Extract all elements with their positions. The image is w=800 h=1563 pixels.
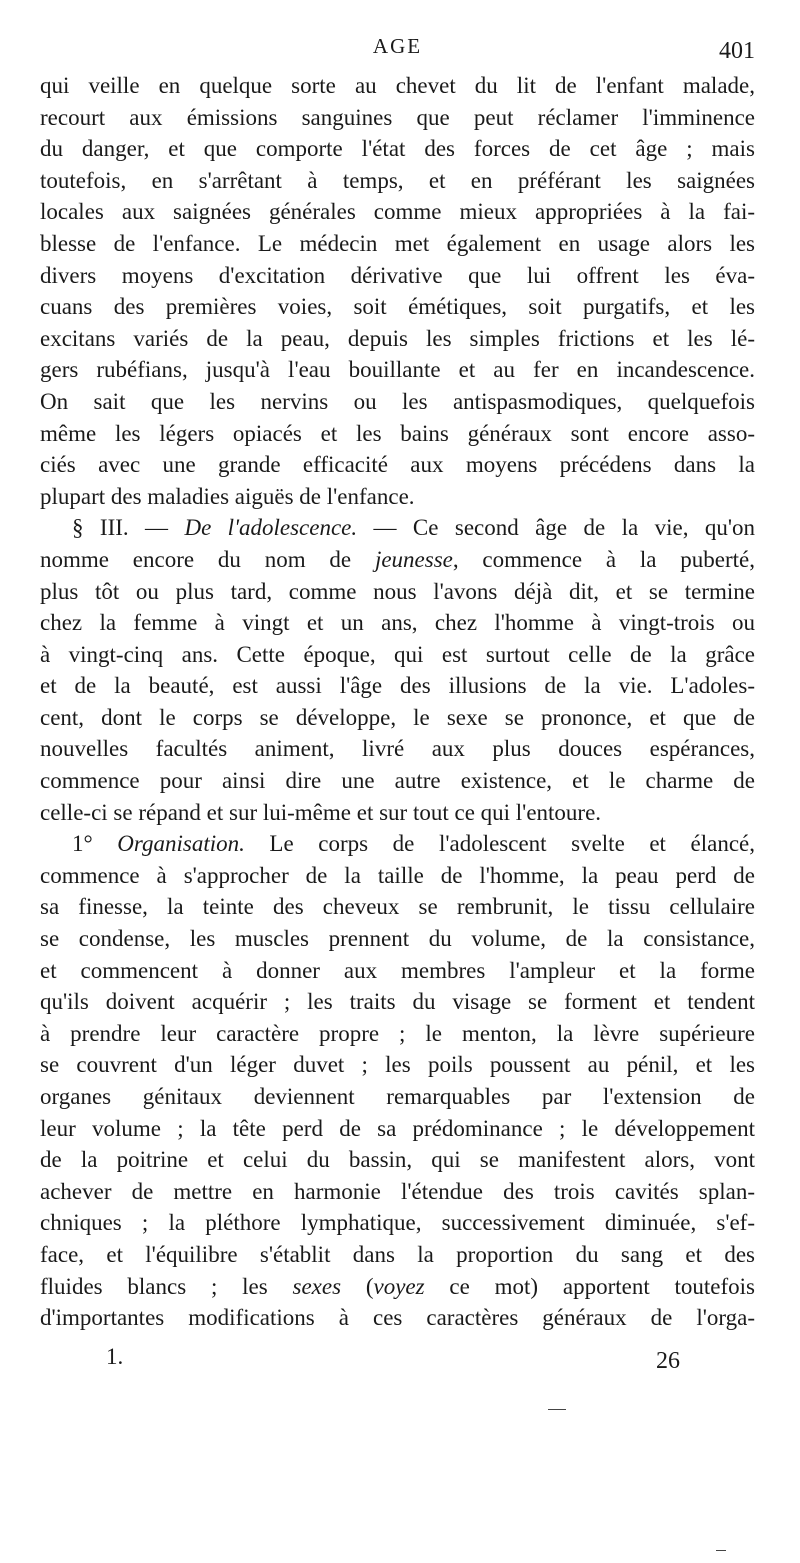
folio-number: 26 — [656, 1348, 680, 1374]
text-line: plus tôt ou plus tard, comme nous l'avons déjà dit, et se termine — [40, 578, 755, 604]
text-line: ciés avec une grande efficacité aux moyens précédens dans la — [40, 452, 755, 478]
text-line: leur volume ; la tête perd de sa prédominance ; le développement — [40, 1115, 755, 1141]
text-line: face, et l'équilibre s'établit dans la proportion du sang et des — [40, 1241, 755, 1267]
text-line: à prendre leur caractère propre ; le menton, la lèvre supérieure — [40, 1020, 755, 1046]
text-line: commence pour ainsi dire une autre existence, et le charme de — [40, 768, 755, 794]
text-line: divers moyens d'excitation dérivative que lui offrent les éva- — [40, 262, 755, 288]
text-line: achever de mettre en harmonie l'étendue des trois cavités splan- — [40, 1178, 755, 1204]
text-line: blesse de l'enfance. Le médecin met également en usage alors les — [40, 230, 755, 256]
text-line: cuans des premières voies, soit émétiques, soit purgatifs, et les — [40, 294, 755, 320]
text-line: fluides blancs ; les sexes (voyez ce mot) apportent toutefois — [40, 1273, 756, 1299]
text-line: qu'ils doivent acquérir ; les traits du visage se forment et tendent — [40, 989, 755, 1015]
text-line: On sait que les nervins ou les antispasmodiques, quelquefois — [40, 388, 755, 414]
running-title: AGE — [372, 34, 423, 58]
text-line: et commencent à donner aux membres l'ampleur et la forme — [40, 957, 755, 983]
stray-ink-mark — [716, 1550, 726, 1551]
page-number: 401 — [719, 38, 755, 64]
text-line: nouvelles facultés animent, livré aux plus douces espérances, — [40, 736, 755, 762]
text-line: recourt aux émissions sanguines que peut réclamer l'imminence — [40, 104, 755, 130]
text-line: à vingt-cinq ans. Cette époque, qui est surtout celle de la grâce — [40, 641, 755, 667]
text-line: toutefois, en s'arrêtant à temps, et en préférant les saignées — [40, 167, 755, 193]
text-line: qui veille en quelque sorte au chevet du lit de l'enfant malade, — [40, 73, 755, 98]
text-line: nomme encore du nom de jeunesse, commence à la puberté, — [40, 546, 755, 572]
text-line: sa finesse, la teinte des cheveux se rembrunit, le tissu cellulaire — [40, 894, 755, 920]
running-head — [40, 34, 755, 64]
text-line: gers rubéfians, jusqu'à l'eau bouillante et au fer en incandescence. — [40, 357, 755, 383]
text-line: même les légers opiacés et les bains généraux sont encore asso- — [40, 420, 755, 446]
text-line: cent, dont le corps se développe, le sexe se prononce, et que de — [40, 704, 755, 730]
text-line: se couvrent d'un léger duvet ; les poils poussent au pénil, et les — [40, 1052, 755, 1078]
text-line: commence à s'approcher de la taille de l'homme, la peau perd de — [40, 862, 755, 888]
text-line: celle-ci se répand et sur lui-même et sur tout ce qui l'entoure. — [40, 799, 602, 825]
stray-ink-mark — [548, 1409, 566, 1410]
text-line: chniques ; la pléthore lymphatique, successivement diminuée, s'ef- — [40, 1210, 755, 1236]
text-line: d'importantes modifications à ces caractères généraux de l'orga- — [40, 1305, 755, 1331]
signature-mark: 1. — [106, 1344, 124, 1369]
text-line: et de la beauté, est aussi l'âge des illusions de la vie. L'adoles- — [40, 673, 755, 699]
text-line: du danger, et que comporte l'état des forces de cet âge ; mais — [40, 136, 755, 162]
body-text — [40, 70, 755, 1334]
text-line: 1° Organisation. Le corps de l'adolescent svelte et élancé, — [72, 831, 755, 857]
text-line: organes génitaux deviennent remarquables par l'extension de — [40, 1084, 755, 1109]
text-line: § III. — De l'adolescence. — Ce second âge de la vie, qu'on — [72, 515, 755, 541]
text-line: plupart des maladies aiguës de l'enfance. — [40, 483, 415, 509]
text-line: excitans variés de la peau, depuis les simples frictions et les lé- — [40, 325, 755, 351]
page-footer — [40, 1344, 755, 1384]
text-line: chez la femme à vingt et un ans, chez l'homme à vingt-trois ou — [40, 610, 755, 636]
text-line: locales aux saignées générales comme mieux appropriées à la fai- — [40, 199, 755, 225]
text-line: se condense, les muscles prennent du volume, de la consistance, — [40, 926, 755, 952]
text-line: de la poitrine et celui du bassin, qui se manifestent alors, vont — [40, 1147, 755, 1173]
